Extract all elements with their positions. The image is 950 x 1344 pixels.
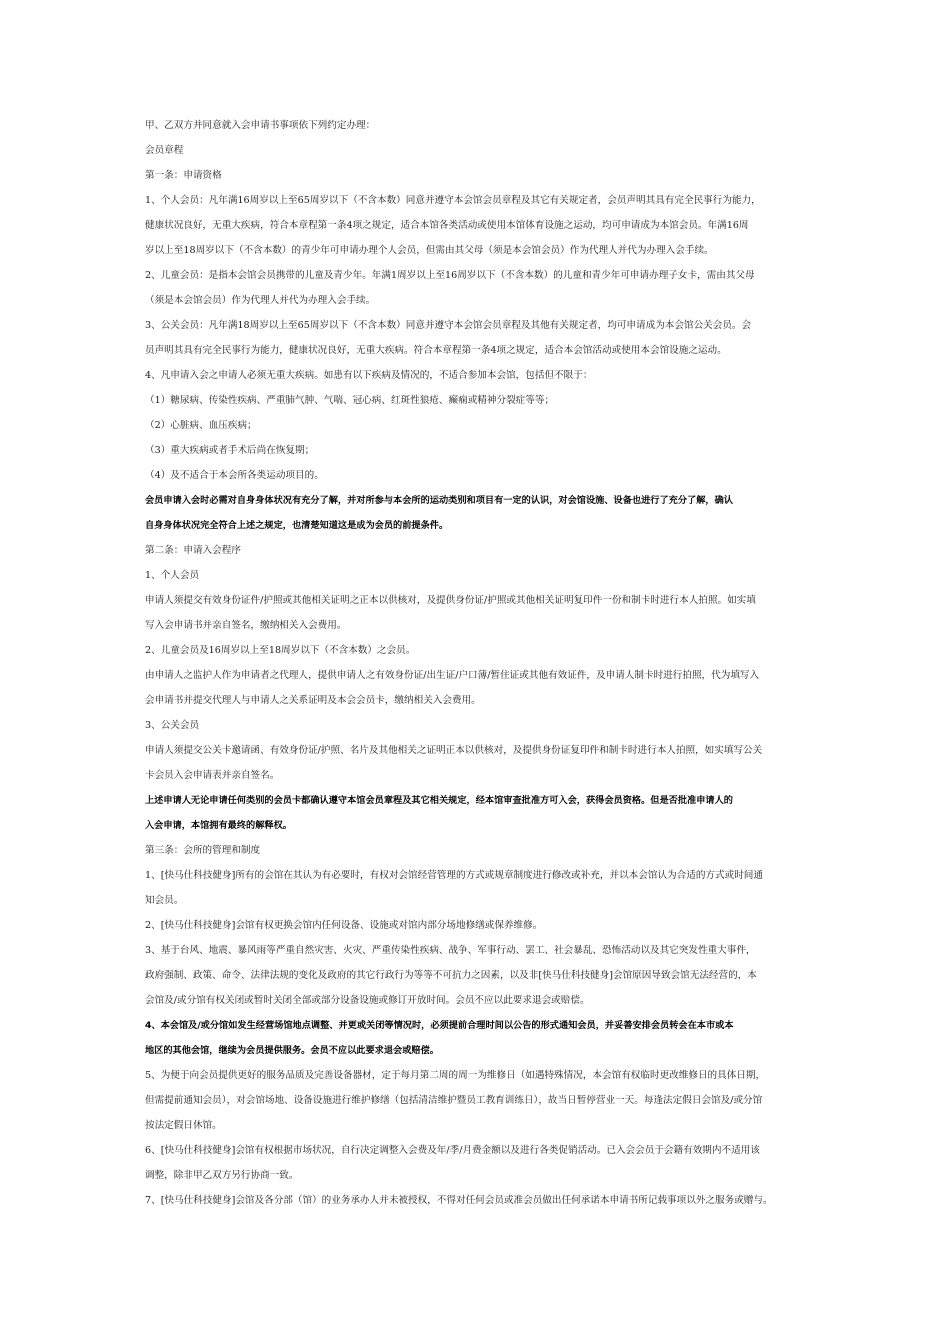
text-line: 由申请人之监护人作为申请者之代理人，提供申请人之有效身份证/出生证/户口薄/暂住证或其他有效证件，及申请人制卡时进行拍照，代为填写入: [145, 670, 760, 681]
text-line: 卡会员入会申请表并亲自签名。: [145, 770, 280, 781]
text-line: 7、[快马仕科技健身]会馆及各分部（馆）的业务承办人并未被授权，不得对任何会员或准会员做出任何承诺本申请书所记载事项以外之服务或赠与。: [145, 1195, 773, 1206]
text-line: （须是本会馆会员）作为代理人并代为办理入会手续。: [145, 295, 376, 306]
text-line: 1、个人会员: [145, 570, 200, 581]
emphasis-text-line: 自身身体状况完全符合上述之规定，也清楚知道这是成为会员的前提条件。: [145, 520, 449, 531]
text-line: 2、儿童会员及16周岁以上至18周岁以下（不含本数）之会员。: [145, 645, 416, 656]
emphasis-text-line: 上述申请人无论申请任何类别的会员卡都确认遵守本馆会员章程及其它相关规定，经本馆审查批准方可入会，获得会员资格。但是否批准申请人的: [145, 795, 733, 806]
emphasis-text-line: 入会申请，本馆拥有最终的解释权。: [145, 820, 292, 831]
text-line: 申请人须提交有效身份证件/护照或其他相关证明之正本以供核对，及提供身份证/护照或其他相关证明复印件一份和制卡时进行本人拍照。如实填: [145, 595, 756, 606]
text-line: （2）心脏病、血压疾病；: [145, 420, 257, 431]
emphasis-text-line: 会员申请入会时必需对自身身体状况有充分了解，并对所参与本会所的运动类别和项目有一定的认识，对会馆设施、设备也进行了充分了解，确认: [145, 495, 733, 506]
text-line: 3、基于台风、地震、暴风雨等严重自然灾害、火灾、严重传染性疾病、战争、军事行动、罢工、社会暴乱、恐怖活动以及其它突发性重大事件，: [145, 945, 756, 956]
text-line: 甲、乙双方并同意就入会申请书事项依下列约定办理：: [145, 120, 376, 131]
text-line: 知会员。: [145, 895, 184, 906]
text-line: 3、公关会员: [145, 720, 200, 731]
text-line: 会员章程: [145, 145, 184, 156]
text-line: 4、凡申请入会之申请人必须无重大疾病。如患有以下疾病及情况的，不适合参加本会馆，包括但不限于：: [145, 370, 593, 381]
text-line: （1）糖尿病、传染性疾病、严重肺气肿、气喘、冠心病、红斑性狼疮、癫痫或精神分裂症等等；: [145, 395, 555, 406]
text-line: 1、[快马仕科技健身]所有的会馆在其认为有必要时，有权对会馆经营管理的方式或规章制度进行修改或补充，并以本会馆认为合适的方式或时间通: [145, 870, 763, 881]
text-line: （4）及不适合于本会所各类运动项目的。: [145, 470, 324, 481]
text-line: 写入会申请书并亲自签名，缴纳相关入会费用。: [145, 620, 347, 631]
text-line: 申请人须提交公关卡邀请函、有效身份证/护照、名片及其他相关之证明正本以供核对，及提供身份证复印件和制卡时进行本人拍照，如实填写公关: [145, 745, 763, 756]
text-line: 岁以上至18周岁以下（不含本数）的青少年可申请办理个人会员，但需由其父母（须是本会馆会员）作为代理人并代为办理入会手续。: [145, 245, 714, 256]
text-line: 第一条：申请资格: [145, 170, 222, 181]
text-line: 第三条：会所的管理和制度: [145, 845, 261, 856]
text-line: 健康状况良好，无重大疾病，符合本章程第一条4项之规定，适合本馆各类活动或使用本馆体育设施之运动，均可申请成为本馆会员。年满16周: [145, 220, 749, 231]
emphasis-text-line: 4、本会馆及/或分馆如发生经营场馆地点调整、并更或关闭等情况时，必须提前合理时间以公告的形式通知会员，并妥善安排会员转会在本市或本: [145, 1020, 734, 1031]
text-line: 2、儿童会员：是指本会馆会员携带的儿童及青少年。年满1周岁以上至16周岁以下（不含本数）的儿童和青少年可申请办理子女卡，需由其父母: [145, 270, 755, 281]
text-line: 1、个人会员：凡年满16周岁以上至65周岁以下（不含本数）同意并遵守本会馆会员章程及其它有关规定者，会员声明其具有完全民事行为能力，: [145, 195, 761, 206]
text-line: 会申请书并提交代理人与申请人之关系证明及本会会员卡，缴纳相关入会费用。: [145, 695, 481, 706]
text-line: 按法定假日休馆。: [145, 1120, 222, 1131]
text-line: 第二条：申请入会程序: [145, 545, 241, 556]
text-line: （3）重大疾病或者手术后尚在恢复期；: [145, 445, 315, 456]
document-body: [145, 116, 813, 1216]
text-line: 但需提前通知会员），对会馆场地、设备设施进行维护修缮（包括清洁维护暨员工教育训练日），故当日暂停营业一天。每逢法定假日会馆及/或分馆: [145, 1095, 763, 1106]
text-line: 调整，除非甲乙双方另行协商一致。: [145, 1170, 299, 1181]
text-line: 会馆及/或分馆有权关闭或暂时关闭全部或部分设备设施或修订开放时间。会员不应以此要求退会或赔偿。: [145, 995, 590, 1006]
text-line: 员声明其具有完全民事行为能力，健康状况良好，无重大疾病。符合本章程第一条4项之规定，适合本会馆活动或使用本会馆设施之运动。: [145, 345, 727, 356]
emphasis-text-line: 地区的其他会馆，继续为会员提供服务。会员不应以此要求退会或赔偿。: [145, 1045, 439, 1056]
text-line: 5、为便于向会员提供更好的服务品质及完善设备器材，定于每月第二周的周一为维修日（如遇特殊情况，本会馆有权临时更改维修日的具体日期，: [145, 1070, 766, 1081]
text-line: 2、[快马仕科技健身]会馆有权更换会馆内任何设备、设施或对馆内部分场地修缮或保养维修。: [145, 920, 543, 931]
text-line: 3、公关会员：凡年满18周岁以上至65周岁以下（不含本数）同意并遵守本会馆会员章程及其他有关规定者，均可申请成为本会馆公关会员。会: [145, 320, 752, 331]
text-line: 政府强制、政策、命令、法律法规的变化及政府的其它行政行为等等不可抗力之因素，以及非[快马仕科技健身]会馆原因导致会馆无法经营的，本: [145, 970, 757, 981]
text-line: 6、[快马仕科技健身]会馆有权根据市场状况，自行决定调整入会费及年/季/月费金额以及进行各类促销活动。已入会会员于会籍有效期内不适用该: [145, 1145, 760, 1156]
